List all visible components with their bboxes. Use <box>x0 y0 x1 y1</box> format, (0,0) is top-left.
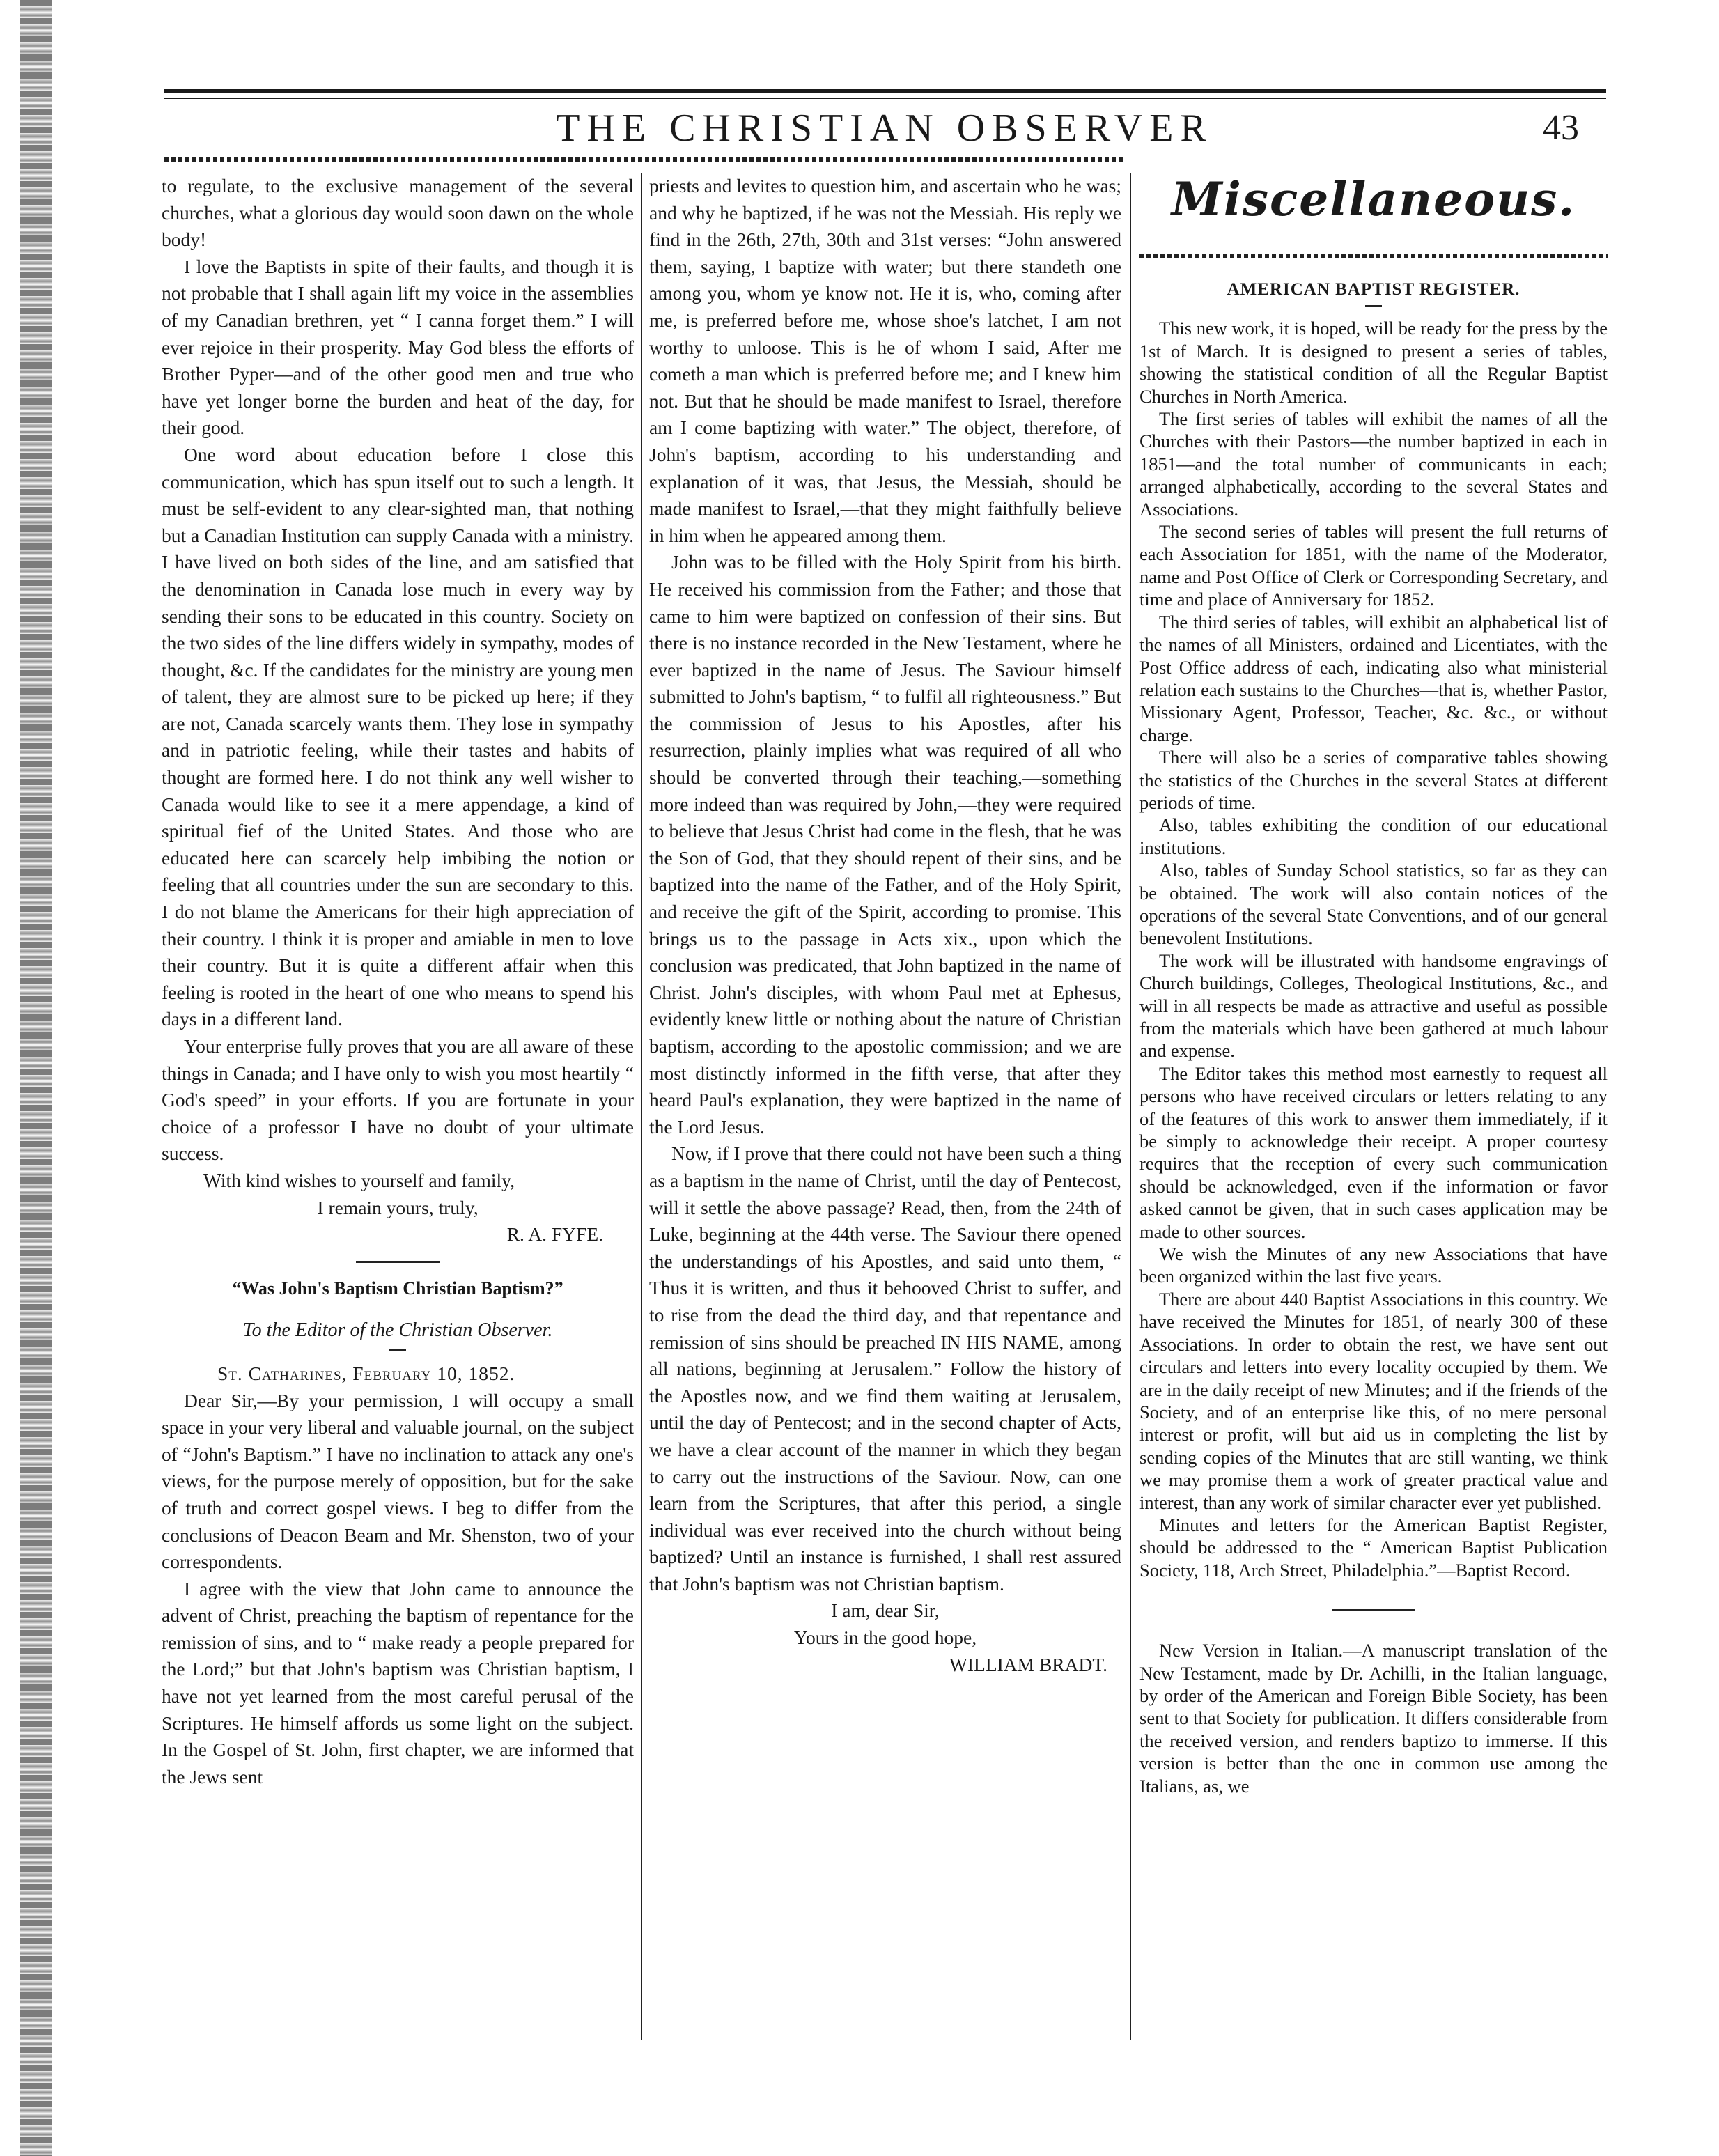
paragraph: One word about education before I close this communication, which has spun itself out to such a length. It must be self-evident to any clear-sighted man, that nothing but a Canadian Institution can supply Canada with a ministry. I have lived on both sides of the line, and am satisfied that the denomination in Canada lose much in every way by sending their sons to be educated in this country. Society on the two sides of the line differs widely in sympathy, modes of thought, &c. If the candidates for the ministry are young men of talent, they are almost sure to be picked up here; if they are not, Canada scarcely wants them. They lose in sympathy and in patriotic feeling, while their tastes and habits of thought are formed here. I do not think any well wisher to Canada would like to see it a mere appendage, a kind of spiritual fief of the United States. And those who are educated here can scarcely help imbibing the notion or feeling that all countries under the sun are secondary to this. I do not blame the Americans for their high appreciation of their country. I think it is proper and amiable in men to love their country. But it is quite a different affair when this feeling is rooted in the heart of one who means to spend his days in a different land. <box>162 443 634 1030</box>
divider-rule <box>356 1261 440 1263</box>
paragraph: Dear Sir,—By your permission, I will occupy a small space in your very liberal and valuable journal, on the subject of “John's Baptism.” I have no inclination to attack any one's views, for the purpose merely of opposition, but for the sake of truth and correct gospel views. I beg to differ from the conclusions of Deacon Beam and Mr. Shenston, two of your correspondents. <box>162 1389 634 1573</box>
paragraph: We wish the Minutes of any new Associations that have been organized within the last five years. <box>1139 1243 1608 1287</box>
column-right <box>1139 164 1608 1797</box>
paragraph: Also, tables exhibiting the condition of our educational institutions. <box>1139 814 1608 858</box>
masthead-title: THE CHRISTIAN OBSERVER <box>556 107 1213 150</box>
paragraph: There will also be a series of comparative tables showing the statistics of the Churches in the several States at different periods of time. <box>1139 747 1608 813</box>
column-divider <box>1130 173 1131 2040</box>
column-divider <box>641 173 642 2040</box>
paragraph: to regulate, to the exclusive management of the several churches, what a glorious day would soon dawn on the whole body! <box>162 175 634 251</box>
letter-closing: I remain yours, truly, <box>317 1196 479 1218</box>
top-rule-thick <box>164 89 1606 93</box>
article-title: “Was John's Baptism Christian Baptism?” <box>232 1278 563 1298</box>
letter-signature: R. A. FYFE. <box>506 1223 603 1246</box>
binding-edge <box>20 0 52 2156</box>
paragraph: There are about 440 Baptist Associations in this country. We have received the Minutes for 1851, of nearly 300 of these Associations. In order to obtain the rest, we have sent out circulars and letters into every locality occupied by them. We are in the daily receipt of new Minutes; and if the friends of the Society, and of an enterprise like this, of no mere personal interest or profit, will but aid us in completing the list by sending copies of the Minutes that are still wanting, we think we may promise them a work of greater practical value and interest, than any work of similar character ever yet published. <box>1139 1288 1608 1513</box>
paragraph: Minutes and letters for the American Baptist Register, should be addressed to the “ American Baptist Publication Society, 118, Arch Street, Philadelphia.”—Baptist Record. <box>1139 1514 1608 1581</box>
dash-rule <box>1365 305 1382 307</box>
divider-rule <box>1332 1609 1415 1611</box>
paragraph: The work will be illustrated with handsome engravings of Church buildings, Colleges, Theological Institutions, &c., and will in all respects be made as attractive and useful as possible from the materials which have been gathered at much labour and expense. <box>1139 949 1608 1062</box>
paragraph: New Version in Italian.—A manuscript translation of the New Testament, made by Dr. Achilli, in the Italian language, by order of the American and Foreign Bible Society, has been sent to that Society for publication. It differs considerable from the received version, and renders baptizo to immerse. If this version is better than the one in common use among the Italians, as, we <box>1139 1640 1608 1797</box>
section-wavy-rule <box>1139 254 1608 258</box>
dateline: St. Catharines, February 10, 1852. <box>217 1362 515 1384</box>
paragraph: The Editor takes this method most earnestly to request all persons who have received circulars or letters relating to any of the features of this work to answer them immediately, if it be simply to acknowledge their receipt. A proper courtesy requires that the reception of every such communication should be acknowledged, even if the information or favor asked cannot be given, that in such cases application may be made to other sources. <box>1139 1062 1608 1242</box>
letter-signature: WILLIAM BRADT. <box>949 1653 1107 1675</box>
paragraph: John was to be filled with the Holy Spirit from his birth. He received his commission from the Father; and those that came to him were baptized on confession of their sins. But there is no instance recorded in the New Testament, where he ever baptized in the name of Jesus. The Saviour himself submitted to John's baptism, “ to fulfil all righteousness.” But the commission of Jesus to his Apostles, after his resurrection, plainly implies what was required of all who should be converted through their teaching,—something more indeed than was required by John,—they were required to believe that Jesus Christ had come in the flesh, that he was the Son of God, that they should repent of their sins, and be baptized into the name of the Father, and of the Holy Spirit, and receive the gift of the Spirit, according to promise. This brings us to the passage in Acts xix., upon which the conclusion was predicated, that John baptized in the name of Christ. John's disciples, with whom Paul met at Ephesus, evidently knew little or nothing about the nature of Christian baptism, according to the apostolic commission; and we are most distinctly informed in the fifth verse, that after they heard Paul's explanation, they were baptized in the name of the Lord Jesus. <box>649 551 1121 1138</box>
paragraph: priests and levites to question him, and ascertain who he was; and why he baptized, if he was not the Messiah. His reply we find in the 26th, 27th, 30th and 31st verses: “John answered them, saying, I baptize with water; but there standeth one among you, whom ye know not. He it is, who, coming after me, is preferred before me, whose shoe's latchet, I am not worthy to unloose. This is he of whom I said, After me cometh a man which is preferred before me; and I knew him not. But that he should be made manifest to Israel, therefore am I come baptizing with water.” The object, therefore, of John's baptism, according to his understanding and explanation of it was, that Jesus, the Messiah, should be made manifest to Israel,—that they might faithfully believe in him when he appeared among them. <box>649 175 1121 546</box>
top-rule-thin <box>164 98 1606 99</box>
dash-rule <box>389 1349 406 1351</box>
paragraph: I love the Baptists in spite of their faults, and though it is not probable that I shall again lift my voice in the assemblies of my Canadian brethren, yet “ I canna forget them.” I will ever rejoice in their prosperity. May God bless the efforts of Brother Pyper—and of the other good men and true who have yet longer borne the burden and heat of the day, for their good. <box>162 255 634 439</box>
paragraph: Your enterprise fully proves that you are all aware of these things in Canada; and I have only to wish you most heartily “ God's speed” in your efforts. If you are fortunate in your choice of a professor I have no doubt of your ultimate success. <box>162 1035 634 1165</box>
paragraph: The third series of tables, will exhibit an alphabetical list of the names of all Ministers, ordained and Licentiates, with the Post Office address of each, indicating also what ministerial relation each sustains to the Churches—that is, whether Pastor, Missionary Agent, Professor, Teacher, &c. &c., or without charge. <box>1139 611 1608 745</box>
paragraph: The first series of tables will exhibit the names of all the Churches with their Pastors—the number baptized in each in 1851—and the total number of communicants in each; arranged alphabetically, according to the several States and Associations. <box>1139 408 1608 520</box>
page-number: 43 <box>1543 108 1579 148</box>
paragraph: I agree with the view that John came to announce the advent of Christ, preaching the baptism of repentance for the remission of sins, and to “ make ready a people prepared for the Lord;” but that John's baptism was Christian baptism, I have not yet learned from the most careful perusal of the Scriptures. He himself affords us some light on the subject. In the Gospel of St. John, first chapter, we are informed that the Jews sent <box>162 1577 634 1787</box>
editor-line: To the Editor of the Christian Observer. <box>242 1319 553 1342</box>
article-title: AMERICAN BAPTIST REGISTER. <box>1227 280 1520 299</box>
paragraph: Also, tables of Sunday School statistics, so far as they can be obtained. The work will also contain notices of the operations of the several State Conventions, and of our general benevolent Institutions. <box>1139 860 1608 949</box>
header-wavy-rule <box>164 157 1126 162</box>
column-left <box>162 173 634 1790</box>
letter-closing: I am, dear Sir, <box>831 1599 940 1622</box>
column-middle <box>649 173 1121 1678</box>
letter-closing: Yours in the good hope, <box>793 1627 977 1649</box>
paragraph: Now, if I prove that there could not have been such a thing as a baptism in the name of Christ, until the day of Pentecost, will it settle the above passage? Read, then, from the 24th of Luke, beginning at the 44th verse. The Saviour there opened the understandings of his Apostles, and said unto them, “ Thus it is written, and thus it behooved Christ to suffer, and to rise from the dead the third day, and that repentance and remission of sins should be preached IN HIS NAME, among all nations, beginning at Jerusalem.” Follow the history of the Apostles now, and we find them waiting at Jerusalem, until the day of Pentecost; and in the second chapter of Acts, we have a clear account of the manner in which they began to carry out the instructions of the Saviour. Now, can one learn from the Scriptures, that after this period, a single individual was ever received into the church without being baptized? Until an instance is furnished, I shall rest assured that John's baptism was not Christian baptism. <box>649 1142 1121 1595</box>
paragraph: This new work, it is hoped, will be ready for the press by the 1st of March. It is designed to present a series of tables, showing the statistical condition of all the Regular Baptist Churches in North America. <box>1139 318 1608 407</box>
paragraph: The second series of tables will present the full returns of each Association for 1851, with the name of the Moderator, name and Post Office of Clerk or Corresponding Secretary, and time and place of Anniversary for 1852. <box>1139 521 1608 610</box>
section-heading: Miscellaneous. <box>1171 172 1576 226</box>
paragraph: With kind wishes to yourself and family, <box>203 1169 515 1191</box>
